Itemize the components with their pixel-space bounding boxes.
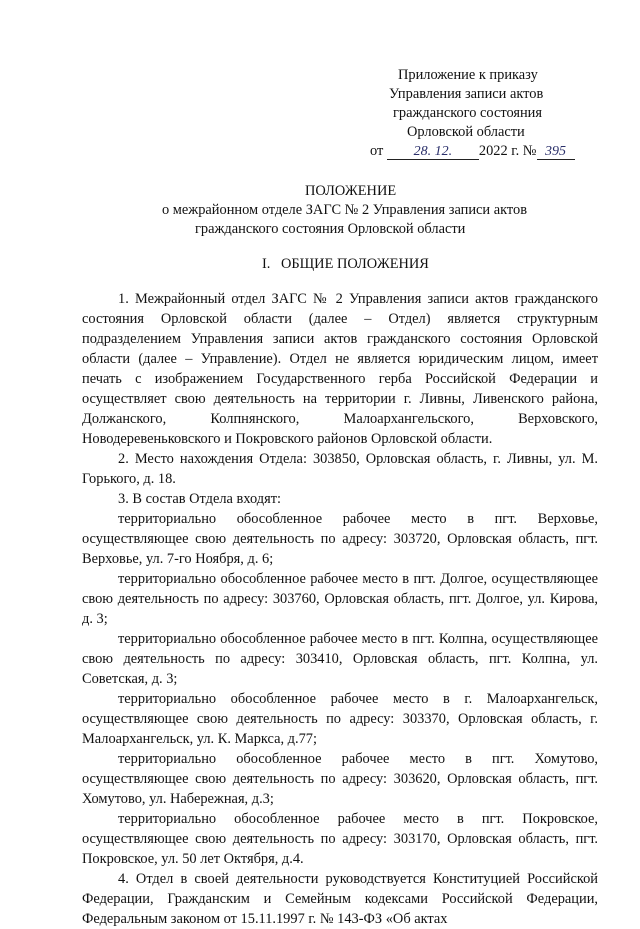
number-field xyxy=(537,144,575,160)
appendix-date-line xyxy=(370,142,575,161)
paragraph-2: 2. Место нахождения Отдела: 303850, Орловская область, г. Ливны, ул. М. Горького, д. 18. xyxy=(82,451,598,487)
territory-item-verkhovye: территориально обособленное рабочее место в пгт. Верховье, осуществляющее свою деятельность по адресу: 303720, Орловская область, пгт. Верховье, ул. 7-го Ноября, д. 6; xyxy=(82,511,598,567)
appendix-line-2: Управления записи актов xyxy=(389,86,544,102)
territory-item-pokrovskoe: территориально обособленное рабочее место в пгт. Покровское, осуществляющее свою деятельность по адресу: 303170, Орловская область, пгт. Покровское, ул. 50 лет Октября, д.4. xyxy=(82,811,598,867)
document-title: ПОЛОЖЕНИЕ xyxy=(305,183,397,199)
territory-item-khomutovo: территориально обособленное рабочее место в пгт. Хомутово, осуществляющее свою деятельность по адресу: 303620, Орловская область, пгт. Хомутово, ул. Набережная, д.3; xyxy=(82,751,598,807)
date-prefix: от xyxy=(370,143,384,159)
territory-item-dolgoe: территориально обособленное рабочее место в пгт. Долгое, осуществляющее свою деятельность по адресу: 303760, Орловская область, пгт. Долгое, ул. Кирова, д. 3; xyxy=(82,571,598,627)
appendix-line-4: Орловской области xyxy=(407,124,525,140)
section-title: ОБЩИЕ ПОЛОЖЕНИЯ xyxy=(281,256,429,272)
document-subtitle-line-1: о межрайонном отделе ЗАГС № 2 Управления записи актов xyxy=(162,202,528,218)
paragraph-1: 1. Межрайонный отдел ЗАГС № 2 Управления записи актов гражданского состояния Орловской области (далее – Отдел) является структурным подразделением Управления записи актов гражданского состояния Орловской области (далее – Управление). Отдел не является юридическим лицом, имеет печать с изображением Государственного герба Российской Федерации и осуществляет свою деятельность на территории г. Ливны, Ливенского района, Должанского, Колпнянского, Малоархангельского, Верховского, Новодеревеньковского и Покровского районов Орловской области. xyxy=(82,291,598,447)
date-handwritten: 28. 12. xyxy=(413,144,453,159)
appendix-line-1: Приложение к приказу xyxy=(398,67,538,83)
section-number: I. xyxy=(262,256,271,272)
territory-item-kolpna: территориально обособленное рабочее место в пгт. Колпна, осуществляющее свою деятельность по адресу: 303410, Орловская область, пгт. Колпна, ул. Советская, д. 3; xyxy=(82,631,598,687)
date-field xyxy=(387,144,479,160)
document-subtitle-line-2: гражданского состояния Орловской области xyxy=(195,221,466,237)
number-handwritten: 395 xyxy=(545,144,566,159)
document-body xyxy=(82,289,598,929)
date-suffix: 2022 г. № xyxy=(478,143,537,159)
paragraph-3: 3. В состав Отдела входят: xyxy=(118,491,281,507)
territory-item-maloarkhangelsk: территориально обособленное рабочее место в г. Малоархангельск, осуществляющее свою деятельность по адресу: 303370, Орловская область, г. Малоархангельск, ул. К. Маркса, д.77; xyxy=(82,691,598,747)
appendix-line-3: гражданского состояния xyxy=(393,105,543,121)
paragraph-4: 4. Отдел в своей деятельности руководствуется Конституцией Российской Федерации, Гражданским и Семейным кодексами Российской Федерации, Федеральным законом от 15.11.1997 г. № 143-ФЗ «Об актах xyxy=(82,871,598,927)
